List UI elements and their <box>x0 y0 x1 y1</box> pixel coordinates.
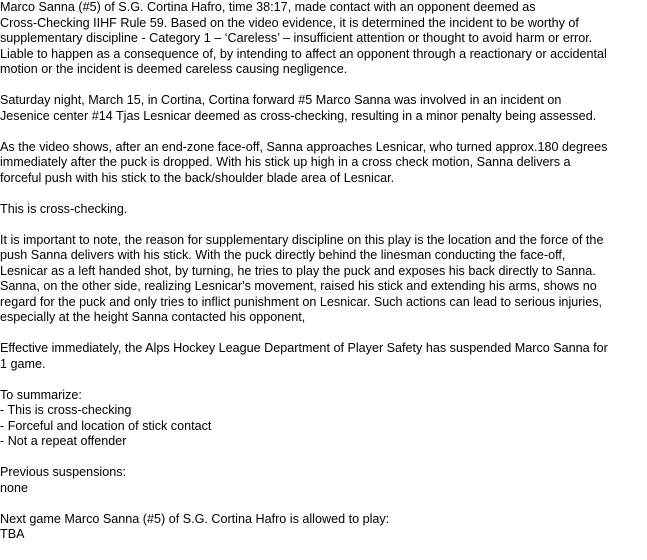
text-line: As the video shows, after an end-zone face-off, Sanna approaches Lesnicar, who turned approx.180 degrees <box>0 139 608 154</box>
text-line: forceful push with his stick to the back/shoulder blade area of Lesnicar. <box>0 170 395 185</box>
text-line: Next game Marco Sanna (#5) of S.G. Cortina Hafro is allowed to play: <box>0 511 390 526</box>
text-line: push Sanna delivers with his stick. With the puck directly behind the linesman conducting the face-off, <box>0 248 566 262</box>
text-line: motion or the incident is deemed careless causing negligence. <box>0 62 348 76</box>
paragraph-explanation <box>0 233 647 326</box>
text-line: supplementary discipline - Category 1 – ‘Careless’ – insufficient attention or thought to avoid harm or error. <box>0 31 593 45</box>
text-line: Lesnicar as a left handed shot, by turning, he tries to play the puck and exposes his back directly to Sanna. <box>0 263 596 278</box>
paragraph-ruling <box>0 202 647 218</box>
list-item: - This is cross-checking <box>0 403 132 417</box>
text-line: Cross-Checking IIHF Rule 59. Based on the video evidence, it is determined the incident to be worthy of <box>0 15 579 30</box>
text-line: This is cross-checking. <box>0 201 128 216</box>
text-line: It is important to note, the reason for supplementary discipline on this play is the location and the force of the <box>0 232 604 247</box>
paragraph-suspension <box>0 341 647 372</box>
paragraph-summary-list <box>0 388 647 450</box>
text-line: TBA <box>0 527 25 541</box>
paragraph-next-game <box>0 512 647 543</box>
paragraph-incident-summary <box>0 0 647 78</box>
text-line: Effective immediately, the Alps Hockey League Department of Player Safety has suspended Marco Sanna for <box>0 341 608 355</box>
text-line: especially at the height Sanna contacted his opponent, <box>0 310 306 324</box>
paragraph-video-description <box>0 140 647 187</box>
text-line: Sanna, on the other side, realizing Lesnicar's movement, raised his stick and extending his arms, shows no <box>0 279 597 293</box>
text-line: immediately after the puck is dropped. With his stick up high in a cross check motion, Sanna delivers a <box>0 155 571 169</box>
list-item: - Forceful and location of stick contact <box>0 418 212 433</box>
text-line: 1 game. <box>0 356 46 371</box>
paragraph-previous-suspensions <box>0 465 647 496</box>
text-line: none <box>0 480 29 495</box>
text-line: Jesenice center #14 Tjas Lesnicar deemed as cross-checking, resulting in a minor penalty being assessed. <box>0 108 597 123</box>
text-line: regard for the puck and only tries to inflict punishment on Lesnicar. Such actions can lead to serious injuries, <box>0 294 603 309</box>
text-line: Previous suspensions: <box>0 465 127 479</box>
list-item: - Not a repeat offender <box>0 434 127 448</box>
text-line: To summarize: <box>0 387 82 402</box>
paragraph-incident-context <box>0 93 647 124</box>
text-line: Saturday night, March 15, in Cortina, Cortina forward #5 Marco Sanna was involved in an incident on <box>0 93 562 107</box>
text-line: Marco Sanna (#5) of S.G. Cortina Hafro, time 38:17, made contact with an opponent deemed as <box>0 0 536 14</box>
text-line: Liable to happen as a consequence of, by intending to affect an opponent through a reactionary or accidental <box>0 46 607 61</box>
